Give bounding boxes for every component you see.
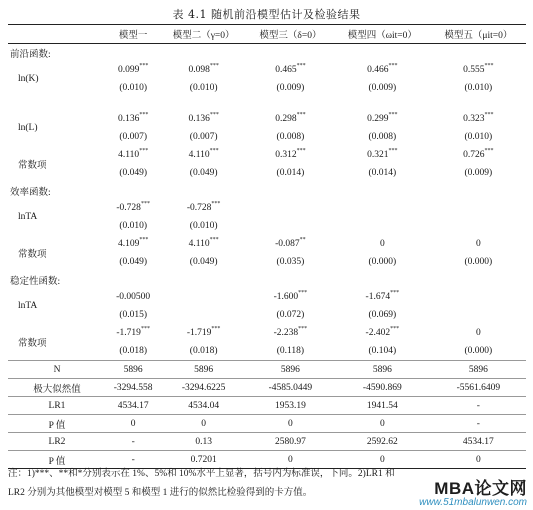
column-header: 模型二（γ=0）: [172, 31, 235, 41]
coef-value: 0.136: [117, 114, 140, 124]
stat-cell: -4585.0449: [247, 379, 334, 397]
coef-value: 0.099: [117, 65, 140, 75]
coef-cell: [431, 61, 526, 79]
coef-value: 0: [475, 239, 481, 249]
section-heading-row: [8, 44, 526, 62]
se-cell: (0.007): [119, 132, 148, 142]
coef-cell: [106, 146, 160, 164]
stat-cell: -3294.6225: [160, 379, 247, 397]
coef-cell: [160, 324, 247, 342]
coef-value: 4.110: [188, 150, 210, 160]
row-label: ln(L): [18, 123, 38, 133]
stat-cell: -: [106, 451, 160, 469]
coef-cell: [106, 110, 160, 128]
coef-value: -0.728: [186, 203, 212, 213]
significance-stars: ***: [388, 112, 398, 118]
significance-stars: ***: [139, 148, 149, 154]
se-cell: (0.014): [368, 168, 397, 178]
coef-cell: [160, 235, 247, 253]
coef-cell: [247, 199, 334, 217]
column-header: 模型三（δ=0）: [259, 31, 322, 41]
coef-cell: [431, 110, 526, 128]
coef-cell: [247, 61, 334, 79]
se-cell: (0.072): [276, 310, 305, 320]
stat-cell: -: [431, 397, 526, 415]
se-cell: (0.018): [119, 346, 148, 356]
coef-value: 0: [475, 328, 481, 338]
significance-stars: ***: [211, 326, 221, 332]
coef-value: -1.674: [365, 292, 391, 302]
stat-cell: 0: [334, 451, 431, 469]
significance-stars: ***: [388, 63, 398, 69]
stat-cell: 5896: [106, 361, 160, 379]
se-cell: (0.010): [464, 83, 493, 93]
coef-cell: [160, 288, 247, 306]
significance-stars: ***: [296, 148, 306, 154]
significance-stars: ***: [140, 201, 150, 207]
table-title: 表 4.1 随机前沿模型估计及检验结果: [172, 8, 361, 21]
section-heading: 前沿函数:: [10, 49, 51, 60]
coef-value: -0.728: [116, 203, 141, 213]
spacer-cell: [8, 97, 526, 110]
se-cell: (0.104): [368, 346, 397, 356]
coef-cell: [160, 146, 247, 164]
stat-label: P 值: [8, 415, 106, 433]
results-table: [8, 24, 526, 469]
section-heading: 效率函数:: [10, 187, 51, 198]
se-cell: (0.008): [276, 132, 305, 142]
coef-cell: [247, 288, 334, 306]
section-heading-row: [8, 182, 526, 199]
column-header: 模型四（ωit=0）: [347, 31, 417, 41]
header-row: [8, 25, 526, 44]
header-corner: [8, 25, 106, 44]
stat-label: 极大似然值: [8, 379, 106, 397]
stat-label: LR2: [8, 433, 106, 451]
coef-value: 4.110: [188, 239, 210, 249]
coef-row: [8, 146, 526, 164]
coef-value: 0.555: [463, 65, 485, 75]
coef-value: 0.136: [188, 114, 210, 124]
row-label: lnTA: [18, 301, 38, 311]
significance-stars: ***: [139, 112, 149, 118]
stat-cell: 4534.17: [106, 397, 160, 415]
se-cell: [431, 217, 526, 235]
se-cell: (0.049): [119, 257, 148, 267]
stat-label: LR1: [8, 397, 106, 415]
coef-cell: [334, 324, 431, 342]
se-cell: (0.010): [119, 83, 148, 93]
stat-label: N: [8, 361, 106, 379]
coef-value: -1.600: [273, 292, 299, 302]
coef-cell: [334, 61, 431, 79]
se-cell: (0.000): [368, 257, 397, 267]
se-cell: (0.010): [119, 221, 148, 231]
coef-row: [8, 110, 526, 128]
se-cell: (0.069): [368, 310, 397, 320]
stat-cell: -: [106, 433, 160, 451]
table-body: [8, 44, 526, 469]
coef-cell: [106, 235, 160, 253]
coef-value: 0.098: [188, 65, 210, 75]
watermark: [419, 474, 527, 508]
stat-cell: 0: [106, 415, 160, 433]
coef-cell: [334, 146, 431, 164]
se-cell: (0.049): [189, 257, 218, 267]
coef-value: 0.323: [463, 114, 485, 124]
se-cell: (0.118): [276, 346, 305, 356]
coef-row: [8, 61, 526, 79]
se-cell: (0.007): [189, 132, 218, 142]
coef-value: 0.726: [463, 150, 485, 160]
coef-value: -2.402: [365, 328, 391, 338]
significance-stars: ***: [390, 290, 400, 296]
se-cell: (0.010): [464, 132, 493, 142]
se-cell: (0.009): [276, 83, 305, 93]
coef-row: [8, 324, 526, 342]
coef-cell: [334, 199, 431, 217]
stat-cell: 1941.54: [334, 397, 431, 415]
coef-row: [8, 235, 526, 253]
coef-value: -2.238: [273, 328, 299, 338]
coef-cell: [106, 324, 160, 342]
se-cell: [334, 217, 431, 235]
coef-value: -0.00500: [116, 292, 151, 302]
stat-row: [8, 397, 526, 415]
coef-cell: [431, 146, 526, 164]
significance-stars: ***: [209, 237, 219, 243]
stat-cell: 5896: [431, 361, 526, 379]
coef-cell: [106, 61, 160, 79]
section-heading-row: [8, 271, 526, 288]
stat-cell: 2592.62: [334, 433, 431, 451]
coef-value: 0.299: [367, 114, 389, 124]
coef-cell: [431, 324, 526, 342]
se-cell: (0.009): [368, 83, 397, 93]
coef-value: 0: [379, 239, 385, 249]
significance-stars: ***: [298, 326, 308, 332]
coef-value: -0.087: [275, 239, 300, 249]
stat-cell: 5896: [160, 361, 247, 379]
stat-cell: 0: [160, 415, 247, 433]
stat-cell: 2580.97: [247, 433, 334, 451]
row-label: 常数项: [18, 339, 47, 349]
significance-stars: ***: [484, 63, 494, 69]
coef-value: 4.110: [118, 150, 140, 160]
stat-cell: 4534.04: [160, 397, 247, 415]
coef-cell: [160, 110, 247, 128]
coef-cell: [247, 324, 334, 342]
coef-value: -1.719: [186, 328, 212, 338]
coef-value: 0.465: [275, 65, 297, 75]
se-cell: (0.000): [464, 257, 493, 267]
stat-row: [8, 361, 526, 379]
coef-cell: [247, 146, 334, 164]
se-cell: (0.008): [368, 132, 397, 142]
coef-cell: [160, 199, 247, 217]
significance-stars: ***: [139, 237, 149, 243]
significance-stars: ***: [484, 112, 494, 118]
note-line-2: LR2 分别为其他模型对模型 5 和模型 1 进行的似然比检验得到的卡方值。: [8, 488, 313, 498]
se-cell: (0.049): [119, 168, 148, 178]
se-cell: (0.010): [189, 221, 218, 231]
se-cell: [431, 306, 526, 324]
coef-cell: [334, 235, 431, 253]
significance-stars: ***: [388, 148, 398, 154]
stat-row: [8, 433, 526, 451]
column-header: 模型一: [118, 31, 148, 41]
stat-cell: 0: [431, 451, 526, 469]
row-label: ln(K): [18, 74, 39, 84]
coef-cell: [106, 288, 160, 306]
stat-cell: -5561.6409: [431, 379, 526, 397]
significance-stars: ***: [296, 63, 306, 69]
row-label: 常数项: [18, 161, 47, 171]
se-cell: (0.015): [119, 310, 148, 320]
note-line-1: 注：1)***、**和*分别表示在 1%、5%和 10%水平上显著，括号内为标准误，下同。2)LR1 和: [8, 469, 395, 479]
stat-cell: 1953.19: [247, 397, 334, 415]
stat-cell: -4590.869: [334, 379, 431, 397]
significance-stars: ***: [209, 63, 219, 69]
significance-stars: ***: [211, 201, 221, 207]
significance-stars: **: [299, 237, 306, 243]
coef-cell: [334, 288, 431, 306]
spacer-row: [8, 97, 526, 110]
coef-cell: [160, 61, 247, 79]
se-cell: (0.049): [189, 168, 218, 178]
stat-cell: 0: [247, 451, 334, 469]
significance-stars: ***: [139, 63, 149, 69]
stat-cell: 0.13: [160, 433, 247, 451]
se-cell: (0.035): [276, 257, 305, 267]
stat-row: [8, 379, 526, 397]
stat-cell: 0.7201: [160, 451, 247, 469]
se-cell: (0.000): [464, 346, 493, 356]
se-cell: [160, 306, 247, 324]
stat-cell: 0: [247, 415, 334, 433]
coef-value: 4.109: [117, 239, 140, 249]
coef-value: 0.298: [275, 114, 297, 124]
significance-stars: ***: [209, 148, 219, 154]
significance-stars: ***: [296, 112, 306, 118]
significance-stars: ***: [484, 148, 494, 154]
se-cell: (0.009): [464, 168, 493, 178]
coef-value: 0.466: [367, 65, 389, 75]
watermark-logo-text: MBA论文网: [434, 479, 527, 498]
significance-stars: ***: [209, 112, 219, 118]
row-label: lnTA: [18, 212, 38, 222]
significance-stars: ***: [140, 326, 150, 332]
stat-cell: -3294.558: [106, 379, 160, 397]
coef-value: -1.719: [116, 328, 141, 338]
stat-cell: -: [431, 415, 526, 433]
coef-cell: [431, 235, 526, 253]
watermark-url: www.51mbalunwen.com: [419, 497, 527, 508]
significance-stars: ***: [390, 326, 400, 332]
stat-cell: 5896: [334, 361, 431, 379]
row-label: 常数项: [18, 250, 47, 260]
stat-cell: 4534.17: [431, 433, 526, 451]
se-cell: (0.014): [276, 168, 305, 178]
stat-row: [8, 415, 526, 433]
coef-row: [8, 288, 526, 306]
section-heading: 稳定性函数:: [10, 276, 61, 287]
significance-stars: ***: [298, 290, 308, 296]
coef-value: 0.312: [275, 150, 297, 160]
coef-cell: [247, 110, 334, 128]
coef-value: 0.321: [367, 150, 389, 160]
coef-cell: [431, 288, 526, 306]
coef-row: [8, 199, 526, 217]
se-cell: (0.018): [189, 346, 218, 356]
stat-label: P 值: [8, 451, 106, 469]
se-cell: (0.010): [189, 83, 218, 93]
se-cell: [247, 217, 334, 235]
column-header: 模型五（μit=0）: [444, 31, 513, 41]
coef-cell: [334, 110, 431, 128]
coef-cell: [247, 235, 334, 253]
stat-cell: 5896: [247, 361, 334, 379]
stat-cell: 0: [334, 415, 431, 433]
coef-cell: [106, 199, 160, 217]
coef-cell: [431, 199, 526, 217]
